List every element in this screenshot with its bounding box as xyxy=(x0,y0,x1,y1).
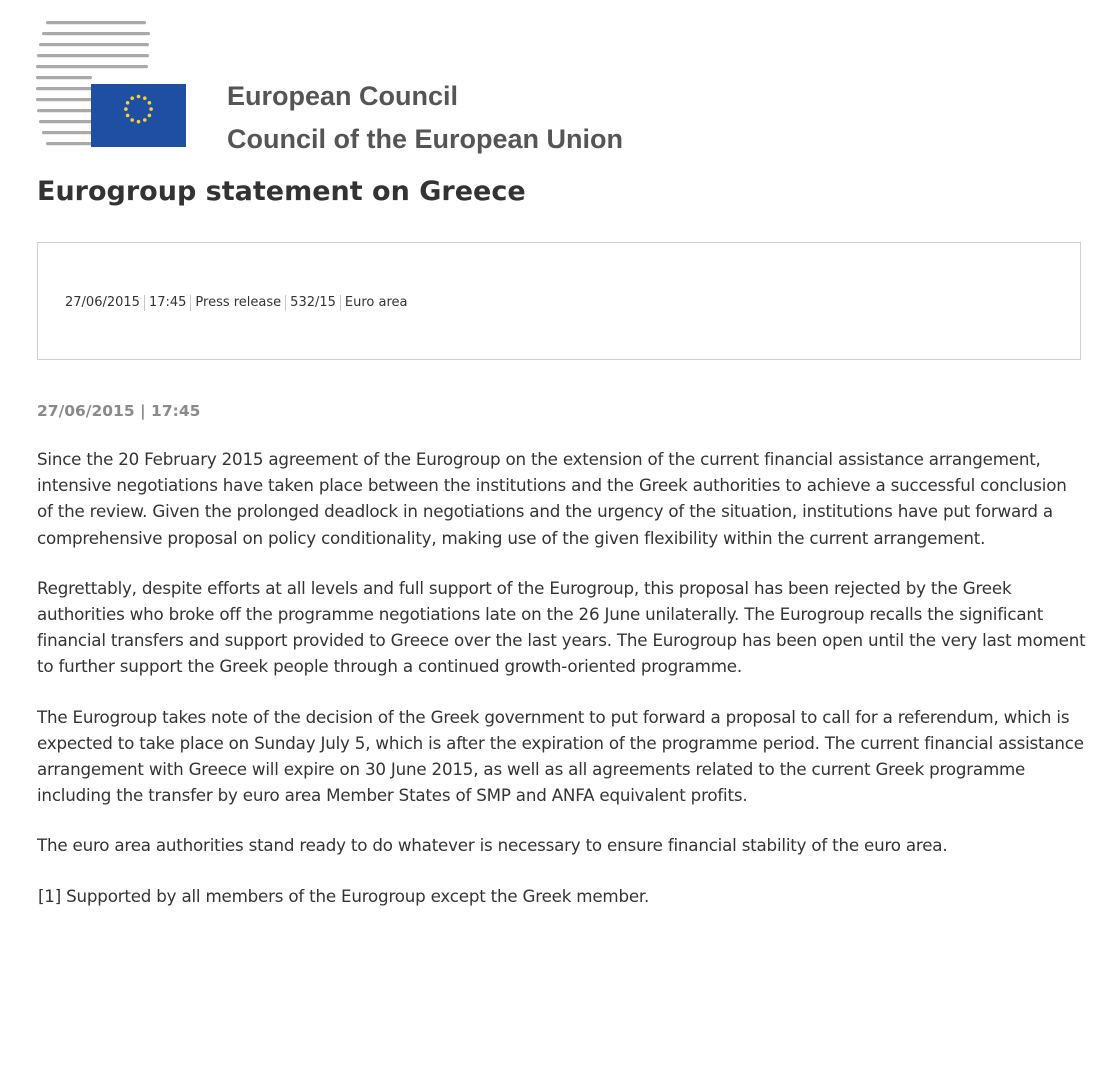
meta-date: 27/06/2015 xyxy=(65,295,140,310)
meta-row xyxy=(65,295,412,311)
article-paragraph: Regrettably, despite efforts at all levels and full support of the Eurogroup, this proposal has been rejected by the Greek authorities who broke off the programme negotiations late on the 26 June unilaterally. The Eurogroup recalls the significant financial transfers and support provided to Greece over the last years. The Eurogroup has been open until the very last moment to further support the Greek people through a continued growth-oriented programme. xyxy=(37,577,1086,677)
organization-names xyxy=(227,75,623,161)
page-title: Eurogroup statement on Greece xyxy=(37,176,526,207)
eu-flag xyxy=(91,84,186,147)
press-release-meta-box xyxy=(37,242,1081,360)
article-dateline: 27/06/2015 | 17:45 xyxy=(37,402,201,420)
meta-number: 532/15 xyxy=(285,295,340,311)
meta-type: Press release xyxy=(190,295,285,311)
meta-topic[interactable]: Euro area xyxy=(340,295,412,311)
article-paragraph: Since the 20 February 2015 agreement of the Eurogroup on the extension of the current financial assistance arrangement, intensive negotiations have taken place between the institutions and the Greek authorities to achieve a successful conclusion of the review. Given the prolonged deadlock in negotiations and the urgency of the situation, institutions have put forward a comprehensive proposal on policy conditionality, making use of the given flexibility within the current arrangement. xyxy=(37,449,1067,548)
article-paragraph: The euro area authorities stand ready to do whatever is necessary to ensure financial stability of the euro area. xyxy=(37,835,948,856)
council-logo[interactable] xyxy=(36,18,188,150)
site-header xyxy=(36,18,736,158)
org-name-council-of-eu[interactable]: Council of the European Union xyxy=(227,124,623,154)
article-footnote: [1] Supported by all members of the Eurogroup except the Greek member. xyxy=(38,885,650,906)
meta-time: 17:45 xyxy=(144,295,190,311)
article-paragraph: The Eurogroup takes note of the decision of the Greek government to put forward a proposal to call for a referendum, which is expected to take place on Sunday July 5, which is after the expiration of the programme period. The current financial assistance arrangement with Greece will expire on 30 June 2015, as well as all agreements related to the current Greek programme including the transfer by euro area Member States of SMP and ANFA equivalent profits. xyxy=(37,706,1084,806)
org-name-european-council[interactable]: European Council xyxy=(227,81,459,111)
article-body xyxy=(37,446,1087,933)
